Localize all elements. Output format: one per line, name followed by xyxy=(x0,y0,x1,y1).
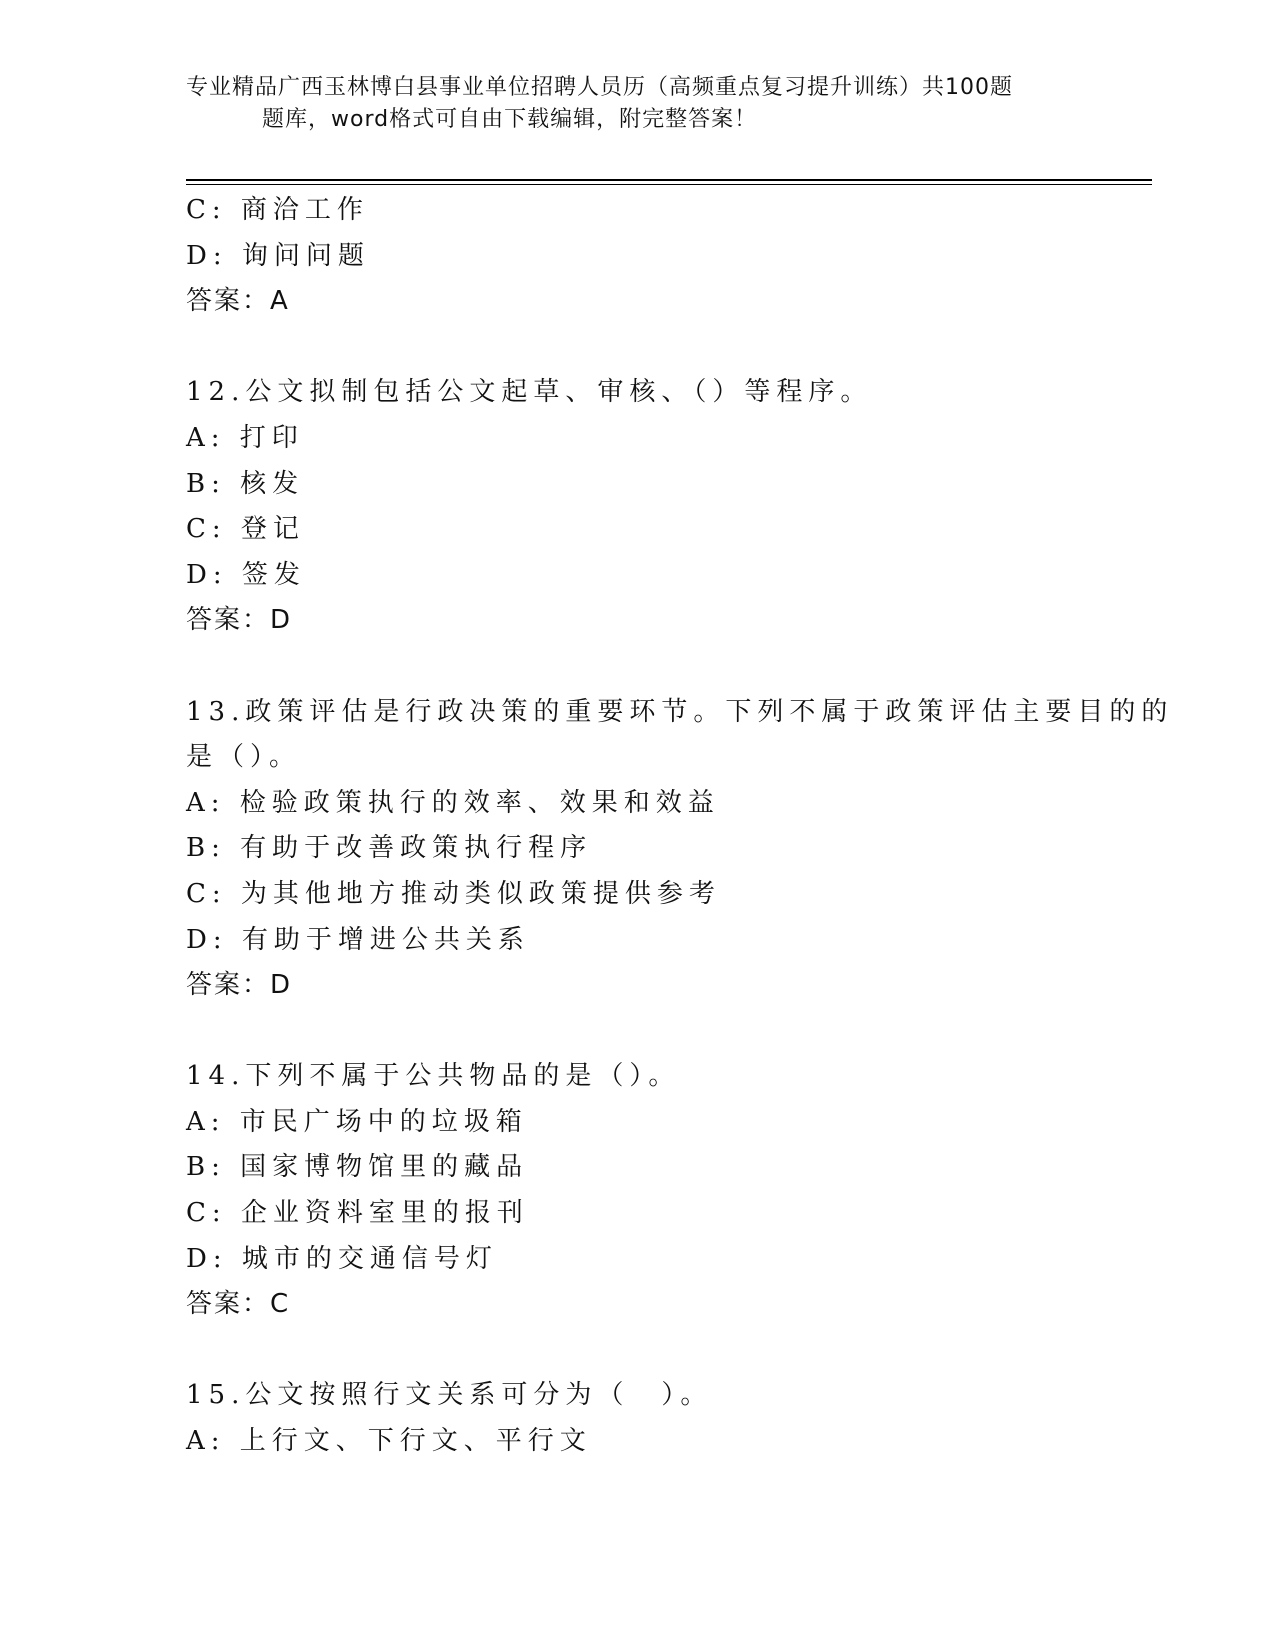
option-d: D: 有助于增进公共关系 xyxy=(186,924,530,955)
option-b: B: 核发 xyxy=(186,468,305,499)
option-c: C: 商洽工作 xyxy=(186,195,369,225)
header-rule-thin xyxy=(186,184,1152,185)
option-c: C: 企业资料室里的报刊 xyxy=(186,1198,529,1229)
option-d: D: 城市的交通信号灯 xyxy=(186,1243,498,1274)
header-title-line-1: 专业精品广西玉林博白县事业单位招聘人员历（高频重点复习提升训练）共100题 xyxy=(186,75,1013,100)
question-text: 14.下列不属于公共物品的是（）。 xyxy=(186,1061,681,1092)
question-text: 15.公文按照行文关系可分为（ ）。 xyxy=(186,1380,713,1411)
question-list xyxy=(186,188,1174,1465)
question-text: 13.政策评估是行政决策的重要环节。下列不属于政策评估主要目的的 xyxy=(186,696,1174,727)
header-title-line-2: 题库，word格式可自由下载编辑，附完整答案！ xyxy=(262,107,758,132)
option-d: D: 签发 xyxy=(186,559,306,590)
spacer xyxy=(186,325,1086,371)
option-c: C: 为其他地方推动类似政策提供参考 xyxy=(186,878,721,909)
answer-line: 答案：D xyxy=(186,970,293,1001)
question-text-continued: 是（）。 xyxy=(186,742,302,773)
header-rule-thick xyxy=(186,179,1152,181)
option-a: A: 上行文、下行文、平行文 xyxy=(186,1426,592,1457)
option-a: A: 市民广场中的垃圾箱 xyxy=(186,1106,528,1137)
spacer xyxy=(186,1009,1086,1055)
option-b: B: 国家博物馆里的藏品 xyxy=(186,1152,529,1183)
answer-line: 答案：D xyxy=(186,605,293,636)
spacer xyxy=(186,1328,1086,1374)
option-a: A: 检验政策执行的效率、效果和效益 xyxy=(186,787,720,818)
question-text: 12.公文拟制包括公文起草、审核、（）等程序。 xyxy=(186,377,873,408)
answer-line: 答案：C xyxy=(186,1289,291,1320)
option-a: A: 打印 xyxy=(186,422,304,453)
answer-line: 答案：A xyxy=(186,286,290,317)
option-c: C: 登记 xyxy=(186,514,305,545)
document-header xyxy=(186,72,1086,136)
option-d: D: 询问问题 xyxy=(186,240,370,271)
spacer xyxy=(186,644,1086,690)
option-b: B: 有助于改善政策执行程序 xyxy=(186,833,593,864)
